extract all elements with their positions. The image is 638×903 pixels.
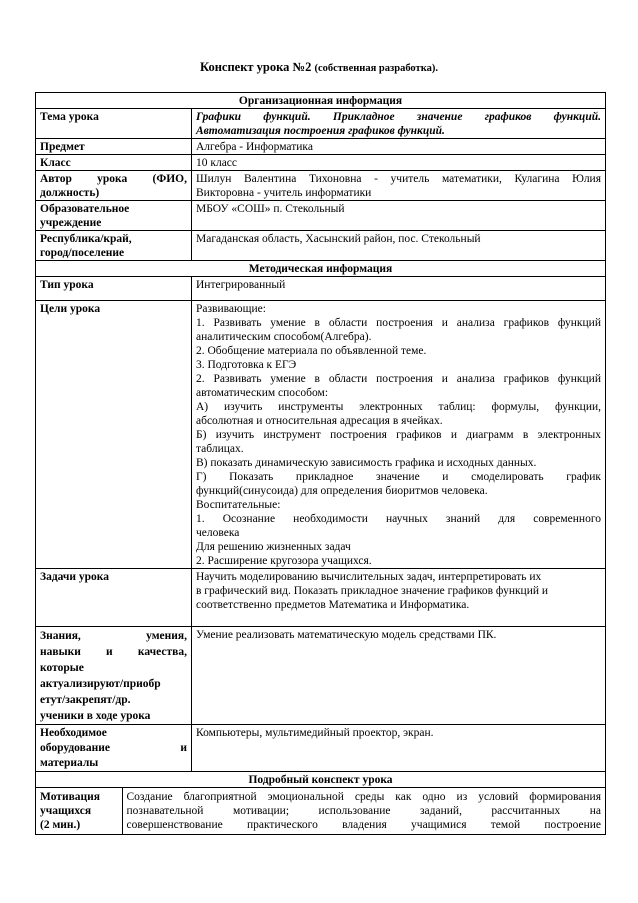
goal-line: 2. Развивать умение в области построения и анализа графиков функций bbox=[196, 373, 601, 385]
school-label: Образовательное учреждение bbox=[36, 201, 192, 231]
tasks-row bbox=[36, 569, 606, 627]
class-label: Класс bbox=[36, 155, 192, 171]
tasks-value bbox=[192, 569, 606, 627]
school-value: МБОУ «СОШ» п. Стекольный bbox=[192, 201, 606, 231]
goal-line: 2. Расширение кругозора учащихся. bbox=[196, 555, 372, 567]
goal-line: Для решению жизненных задач bbox=[196, 541, 351, 553]
region-label: Республика/край, город/поселение bbox=[36, 231, 192, 261]
goal-line: 1. Развивать умение в области построения и анализа графиков функций bbox=[196, 317, 601, 329]
motivation-label: Мотивация учащихся (2 мин.) bbox=[36, 788, 122, 834]
detail-section-title: Подробный конспект урока bbox=[36, 772, 606, 788]
author-label: Автор урока (ФИО, должность) bbox=[36, 171, 192, 201]
task-line: Научить моделированию вычислительных задач, интерпретировать их bbox=[196, 571, 542, 583]
org-section-row bbox=[36, 93, 606, 109]
task-line: в графический вид. Показать прикладное значение графиков функций и bbox=[196, 585, 549, 597]
document-title bbox=[0, 60, 638, 75]
detail-section-row bbox=[36, 772, 606, 788]
type-label: Тип урока bbox=[36, 277, 192, 301]
skills-label: Знания, умения, навыки и качества, которые актуализируют/приобр етут/закрепят/др. ученики в ходе урока bbox=[36, 627, 192, 725]
equipment-label: Необходимое оборудование и материалы bbox=[36, 725, 192, 772]
type-value: Интегрированный bbox=[192, 277, 606, 301]
goal-line: Г) Показать прикладное значение и смоделировать график bbox=[196, 471, 601, 483]
motivation-subtable bbox=[36, 788, 605, 834]
goal-line: Б) изучить инструмент построения графиков и диаграмм в электронных bbox=[196, 429, 601, 441]
goals-value bbox=[192, 301, 606, 569]
goal-line: человека bbox=[196, 527, 240, 539]
subject-label: Предмет bbox=[36, 139, 192, 155]
equipment-value: Компьютеры, мультимедийный проектор, экран. bbox=[192, 725, 606, 772]
motivation-line: познавательной мотивации; использование заданий, рассчитанных на bbox=[126, 805, 601, 817]
goals-row bbox=[36, 301, 606, 569]
motivation-line: совершенствование практического владения учащимися темой построение bbox=[126, 819, 601, 831]
topic-value-line: Графики функций. Прикладное значение графиков функций. bbox=[196, 111, 601, 123]
task-line: соответственно предметов Математика и Информатика. bbox=[196, 599, 470, 611]
goal-line: Воспитательные: bbox=[196, 499, 281, 511]
equipment-row bbox=[36, 725, 606, 772]
lesson-table bbox=[35, 92, 606, 835]
topic-row bbox=[36, 109, 606, 139]
method-section-row bbox=[36, 261, 606, 277]
org-section-title: Организационная информация bbox=[36, 93, 606, 109]
skills-row bbox=[36, 627, 606, 725]
type-row bbox=[36, 277, 606, 301]
goal-line: функций(синусоида) для определения биоритмов человека. bbox=[196, 485, 488, 497]
region-value: Магаданская область, Хасынский район, пос. Стекольный bbox=[192, 231, 606, 261]
topic-value bbox=[192, 109, 606, 139]
region-row bbox=[36, 231, 606, 261]
goal-line: таблицах. bbox=[196, 443, 244, 455]
subject-value: Алгебра - Информатика bbox=[192, 139, 606, 155]
motivation-line: Создание благоприятной эмоциональной среды как одно из условий формирования bbox=[126, 791, 601, 803]
topic-label: Тема урока bbox=[36, 109, 192, 139]
goal-line: 1. Осознание необходимости научных знаний для современного bbox=[196, 513, 601, 525]
goal-line: автоматическим способом: bbox=[196, 387, 329, 399]
class-row bbox=[36, 155, 606, 171]
goal-line: В) показать динамическую зависимость графика и исходных данных. bbox=[196, 457, 537, 469]
method-section-title: Методическая информация bbox=[36, 261, 606, 277]
motivation-text bbox=[122, 788, 605, 834]
goal-line: аналитическим способом(Алгебра). bbox=[196, 331, 372, 343]
school-row bbox=[36, 201, 606, 231]
author-value: Шилун Валентина Тихоновна - учитель математики, Кулагина Юлия Викторовна - учитель информатики bbox=[192, 171, 606, 201]
author-row bbox=[36, 171, 606, 201]
goal-line: 3. Подготовка к ЕГЭ bbox=[196, 359, 297, 371]
goal-line: 2. Обобщение материала по объявленной теме. bbox=[196, 345, 427, 357]
class-value: 10 класс bbox=[192, 155, 606, 171]
goal-line: абсолютная и относительная адресация в ячейках. bbox=[196, 415, 443, 427]
goals-label: Цели урока bbox=[36, 301, 192, 569]
subject-row bbox=[36, 139, 606, 155]
topic-value-line: Автоматизация построения графиков функций. bbox=[196, 125, 445, 137]
title-main: Конспект урока №2 bbox=[200, 60, 312, 74]
motivation-cell bbox=[36, 788, 606, 835]
motivation-row bbox=[36, 788, 606, 835]
title-subtitle: (собственная разработка). bbox=[314, 63, 438, 74]
goal-line: Развивающие: bbox=[196, 303, 266, 315]
goal-line: А) изучить инструменты электронных таблиц: формулы, функции, bbox=[196, 401, 601, 413]
skills-value: Умение реализовать математическую модель средствами ПК. bbox=[192, 627, 606, 725]
tasks-label: Задачи урока bbox=[36, 569, 192, 627]
